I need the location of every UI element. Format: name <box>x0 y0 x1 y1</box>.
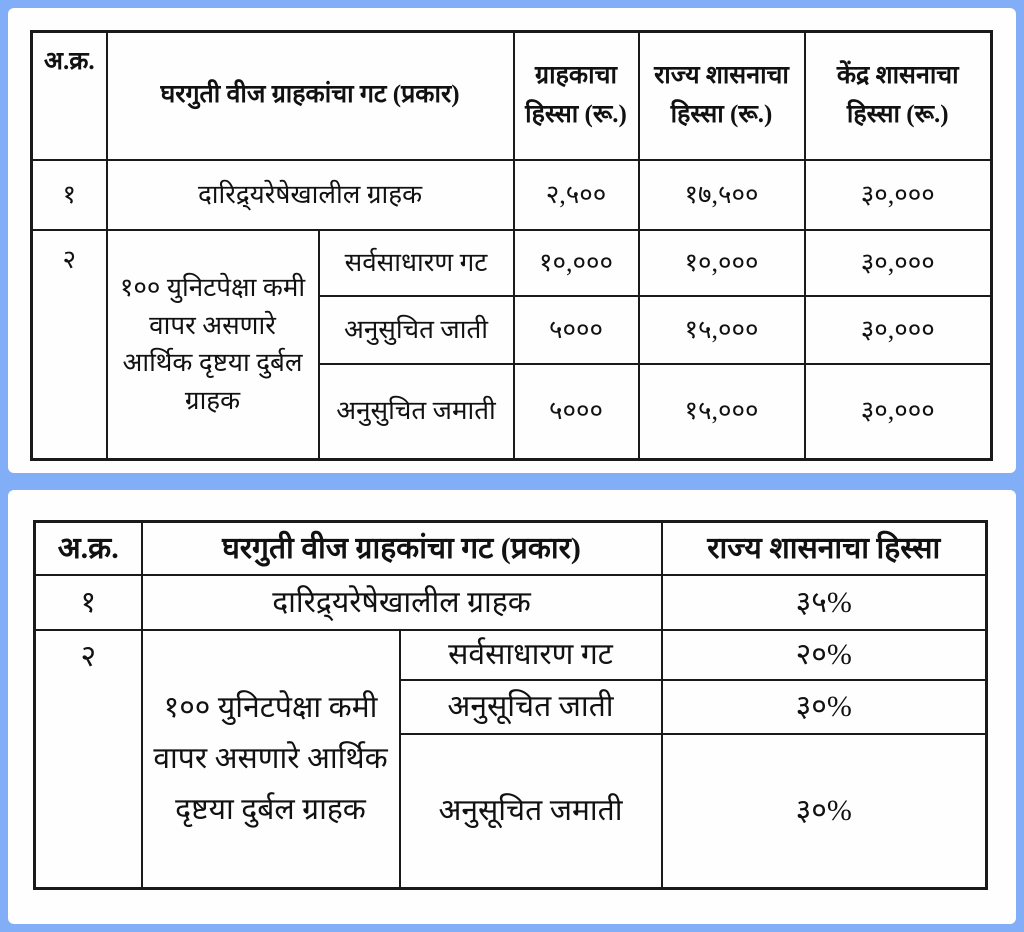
t2-row2-sr-no: २ <box>35 630 142 889</box>
t1-row2-sub2-consumer-share: ५००० <box>514 364 639 460</box>
t1-row1-sr-no: १ <box>32 160 107 230</box>
t1-row2-sub2-state-share: १५,००० <box>639 364 805 460</box>
t1-row2-sub1-central-share: ३०,००० <box>805 296 992 364</box>
bottom-panel <box>8 490 1016 924</box>
t2-row2-group: १०० युनिटपेक्षा कमी वापर असणारे आर्थिक दृष्टया दुर्बल ग्राहक <box>142 630 400 889</box>
t1-header-row <box>32 32 992 160</box>
t2-header-row <box>35 522 987 575</box>
table-row <box>35 630 987 680</box>
t1-row2-sub1-consumer-share: ५००० <box>514 296 639 364</box>
t1-row2-sub2-type: अनुसुचित जमाती <box>319 364 514 460</box>
t2-row2-sub0-state-share: २०% <box>662 630 987 680</box>
t1-row2-sub0-state-share: १०,००० <box>639 230 805 296</box>
t1-row2-group: १०० युनिटपेक्षा कमी वापर असणारे आर्थिक दृष्टया दुर्बल ग्राहक <box>107 230 319 460</box>
t1-header-consumer-share: ग्राहकाचा हिस्सा (रू.) <box>514 32 639 160</box>
t1-row1-state-share: १७,५०० <box>639 160 805 230</box>
t1-row1-group: दारिद्र्यरेषेखालील ग्राहक <box>107 160 514 230</box>
t1-header-sr-no: अ.क्र. <box>32 32 107 160</box>
t1-row2-sr-no: २ <box>32 230 107 460</box>
t2-row2-sub2-type: अनुसूचित जमाती <box>400 734 662 889</box>
t1-header-state-share: राज्य शासनाचा हिस्सा (रू.) <box>639 32 805 160</box>
t1-row2-sub1-state-share: १५,००० <box>639 296 805 364</box>
t2-row1-sr-no: १ <box>35 575 142 630</box>
t2-row2-sub1-type: अनुसूचित जाती <box>400 680 662 734</box>
t1-row1-consumer-share: २,५०० <box>514 160 639 230</box>
t2-row1-state-share: ३५% <box>662 575 987 630</box>
t1-row1-central-share: ३०,००० <box>805 160 992 230</box>
t2-row2-sub2-state-share: ३०% <box>662 734 987 889</box>
t1-header-central-share: केंद्र शासनाचा हिस्सा (रू.) <box>805 32 992 160</box>
t2-header-group: घरगुती वीज ग्राहकांचा गट (प्रकार) <box>142 522 662 575</box>
table-row <box>35 575 987 630</box>
t2-header-sr-no: अ.क्र. <box>35 522 142 575</box>
t1-row2-sub0-consumer-share: १०,००० <box>514 230 639 296</box>
subsidy-percentage-table <box>33 520 988 890</box>
t1-header-group: घरगुती वीज ग्राहकांचा गट (प्रकार) <box>107 32 514 160</box>
table-row <box>32 230 992 296</box>
table-row <box>32 160 992 230</box>
t2-header-state-share: राज्य शासनाचा हिस्सा <box>662 522 987 575</box>
t1-row2-sub0-type: सर्वसाधारण गट <box>319 230 514 296</box>
t1-row2-sub0-central-share: ३०,००० <box>805 230 992 296</box>
subsidy-amount-table <box>30 30 993 461</box>
t1-row2-sub2-central-share: ३०,००० <box>805 364 992 460</box>
t2-row1-group: दारिद्र्यरेषेखालील ग्राहक <box>142 575 662 630</box>
top-panel <box>8 8 1016 473</box>
t1-row2-sub1-type: अनुसुचित जाती <box>319 296 514 364</box>
t2-row2-sub1-state-share: ३०% <box>662 680 987 734</box>
t2-row2-sub0-type: सर्वसाधारण गट <box>400 630 662 680</box>
